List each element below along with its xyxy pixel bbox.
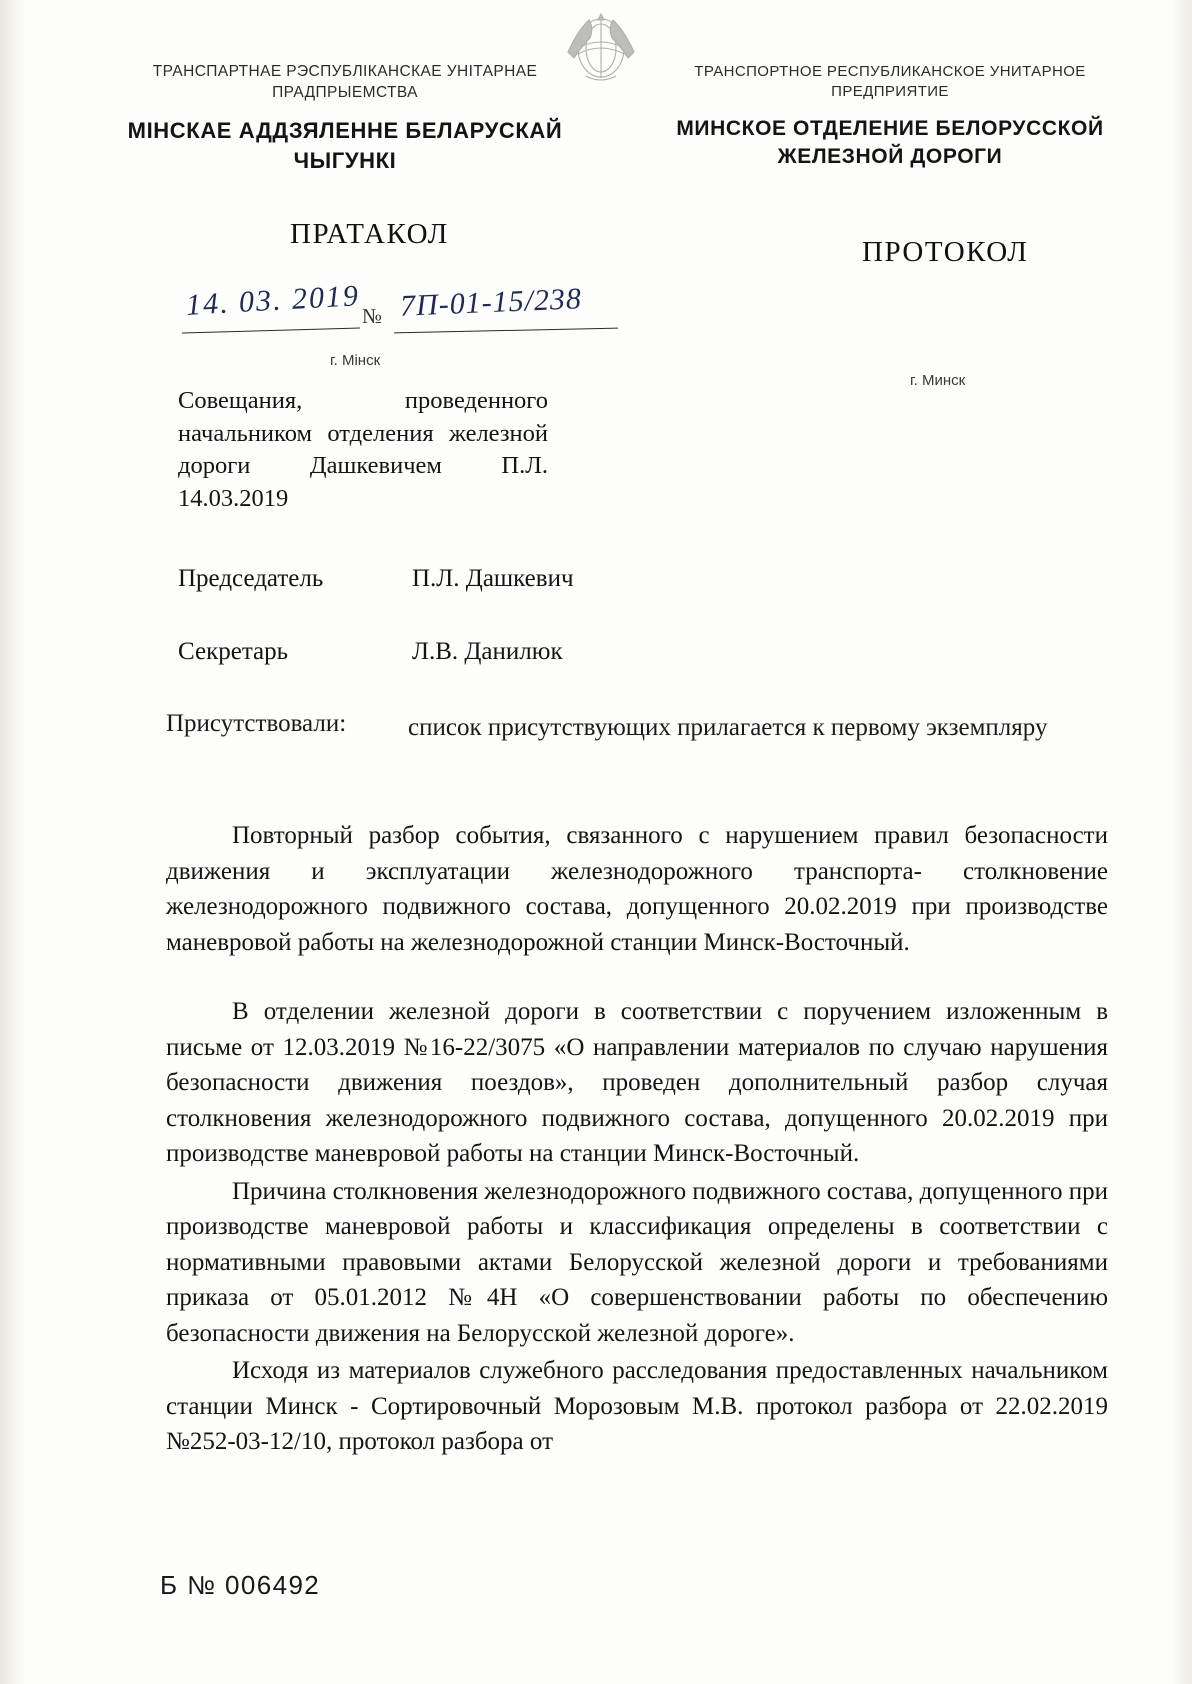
doc-type-be: ПРАТАКОЛ — [290, 218, 449, 250]
secretary-label: Секретарь — [178, 638, 289, 665]
scan-edge-left — [0, 0, 26, 1684]
org-big-be: МIНСКАЕ АДДЗЯЛЕННЕ БЕЛАРУСКАЙ ЧЫГУНКI — [127, 117, 563, 173]
attendees-text: список присутствующих прилагается к первому экземпляру — [408, 714, 1048, 741]
scan-edge-right — [1172, 0, 1192, 1684]
city-be: г. Мінск — [330, 352, 381, 369]
paragraph-4: Исходя из материалов служебного расследования предоставленных начальником станции Минск - Сортировочный Морозовым М.В. протокол разбора от 22.02.2019 №252-03-12/10, протокол разбора от — [166, 1357, 1108, 1455]
org-small-be: ТРАНСПАРТНАЕ РЭСПУБЛIКАНСКАЕ УНIТАРНАЕ ПРАДПРЫЕМСТВА — [152, 63, 538, 101]
attendees-label: Присутствовали: — [166, 710, 347, 737]
subject-block: Совещания, проведенного начальником отделения железной дороги Дашкевичем П.Л. 14.03.2019 — [178, 387, 548, 512]
doc-type-ru: ПРОТОКОЛ — [862, 236, 1029, 268]
body-text — [166, 818, 1108, 1460]
paragraph-1: Повторный разбор события, связанного с нарушением правил безопасности движения и эксплуатации железнодорожного транспорта- столкновение железнодорожного подвижного состава, допущенного 20.02.2019 при производстве маневровой работы на железнодорожной станции Минск-Восточный. — [166, 822, 1108, 956]
rule-date — [182, 328, 360, 334]
rule-number — [394, 328, 618, 334]
handwritten-date: 14. 03. 2019 — [185, 279, 361, 322]
chairman-value: П.Л. Дашкевич — [412, 565, 574, 592]
serial-number: Б № 006492 — [160, 1570, 321, 1600]
chairman-label: Председатель — [178, 565, 324, 592]
secretary-value: Л.В. Данилюк — [412, 638, 563, 665]
number-sign: № — [362, 304, 383, 328]
city-ru: г. Минск — [910, 372, 966, 389]
header-left — [120, 62, 570, 175]
paragraph-2: В отделении железной дороги в соответствии с поручением изложенным в письме от 12.03.2019 №16-22/3075 «О направлении материалов по случаю нарушения безопасности движения поездов», проведен дополнительный разбор случая столкновения железнодорожного подвижного состава, допущенного 20.02.2019 при производстве маневровой работы на станции Минск-Восточный. — [166, 998, 1108, 1167]
org-small-ru: ТРАНСПОРТНОЕ РЕСПУБЛИКАНСКОЕ УНИТАРНОЕ ПРЕДПРИЯТИЕ — [694, 63, 1086, 101]
handwritten-number: 7П-01-15/238 — [399, 282, 583, 323]
header-right — [660, 62, 1120, 171]
org-big-ru: МИНСКОЕ ОТДЕЛЕНИЕ БЕЛОРУССКОЙ ЖЕЛЕЗНОЙ ДОРОГИ — [676, 116, 1104, 168]
paragraph-3: Причина столкновения железнодорожного подвижного состава, допущенного при производстве маневровой работы и классификация определены в соответствии с нормативными правовыми актами Белорусской железной дороги и требованиями приказа от 05.01.2012 №4Н «О совершенствовании работы по обеспечению безопасности движения на Белорусской железной дороге». — [166, 1177, 1108, 1347]
